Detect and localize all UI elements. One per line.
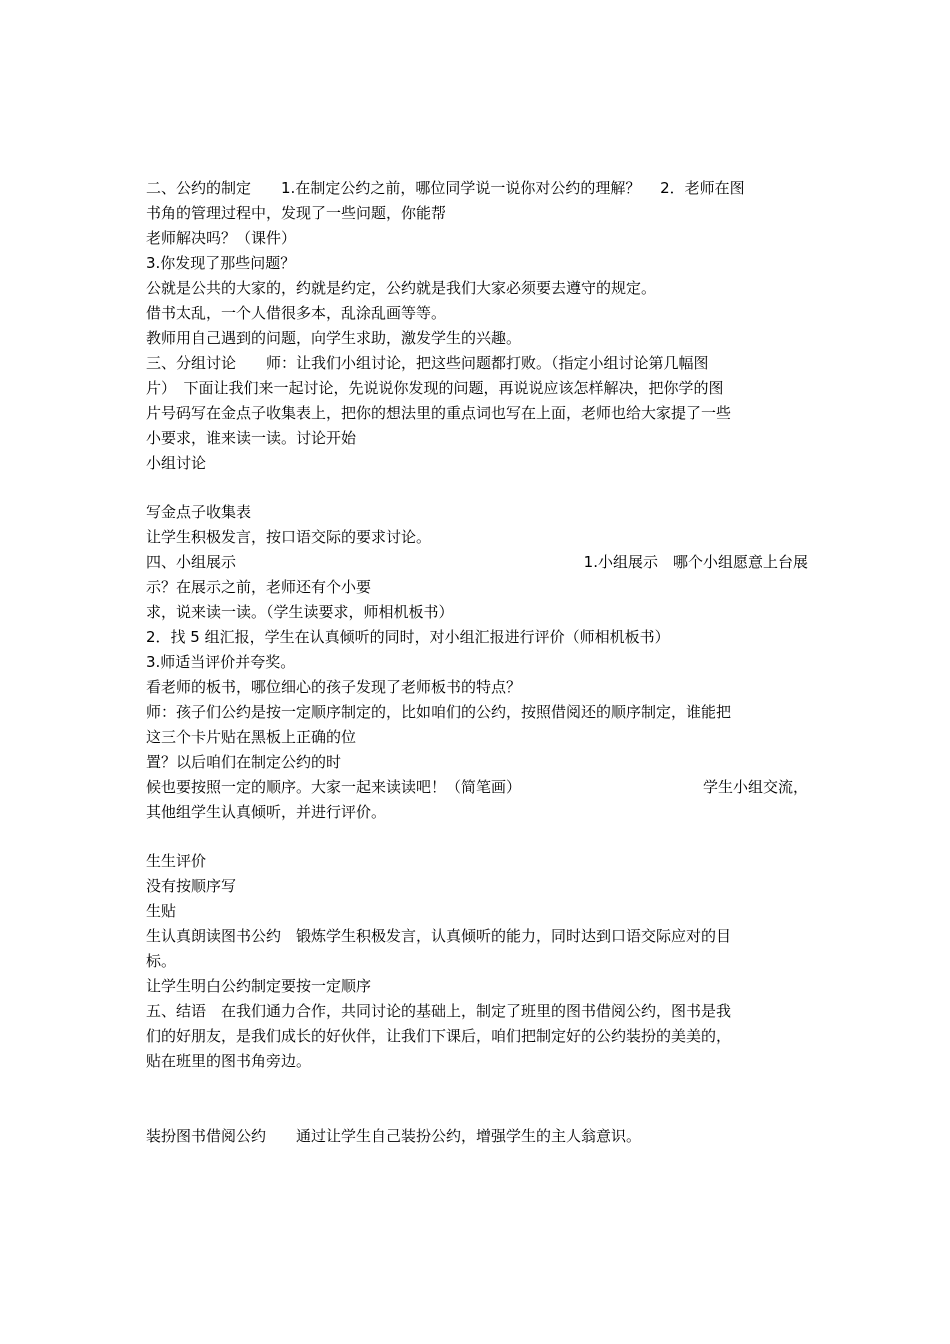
text-segment: 1.小组展示 哪个小组愿意上台展 [583, 553, 808, 571]
text-line: 片） 下面让我们来一起讨论，先说说你发现的问题，再说说应该怎样解决，把你学的图 [146, 379, 724, 397]
text-line: 借书太乱，一个人借很多本，乱涂乱画等等。 [146, 304, 447, 322]
text-line: 小组讨论 [146, 454, 207, 472]
text-line: 生生评价 [146, 852, 207, 870]
text-line: 小要求，谁来读一读。讨论开始 [146, 429, 357, 447]
text-line [146, 550, 808, 574]
text-line: 示？在展示之前，老师还有个小要 [146, 578, 372, 596]
text-line: 没有按顺序写 [146, 877, 237, 895]
text-line: 2．找 5 组汇报，学生在认真倾听的同时，对小组汇报进行评价（师相机板书） [146, 628, 670, 646]
text-line [146, 775, 808, 799]
text-line: 3.你发现了那些问题？ [146, 254, 296, 272]
text-line: 片号码写在金点子收集表上，把你的想法里的重点词也写在上面，老师也给大家提了一些 [146, 404, 732, 422]
section-heading: 四、小组展示 [146, 553, 237, 571]
text-line: 师：孩子们公约是按一定顺序制定的，比如咱们的公约，按照借阅还的顺序制定，谁能把 [146, 703, 732, 721]
text-line: 看老师的板书，哪位细心的孩子发现了老师板书的特点？ [146, 678, 522, 696]
text-line: 置？以后咱们在制定公约的时 [146, 753, 342, 771]
text-line: 老师解决吗？（课件） [146, 229, 297, 247]
text-line: 生贴 [146, 902, 177, 920]
text-line: 标。 [146, 952, 177, 970]
text-segment: 学生小组交流， [702, 778, 808, 796]
text-line: 教师用自己遇到的问题，向学生求助，激发学生的兴趣。 [146, 329, 522, 347]
text-line: 书角的管理过程中，发现了一些问题，你能帮 [146, 204, 447, 222]
text-line: 五、结语 在我们通力合作，共同讨论的基础上，制定了班里的图书借阅公约，图书是我 [146, 1002, 732, 1020]
text-line: 写金点子收集表 [146, 503, 252, 521]
text-line: 让学生明白公约制定要按一定顺序 [146, 977, 372, 995]
text-line: 装扮图书借阅公约 通过让学生自己装扮公约，增强学生的主人翁意识。 [146, 1127, 642, 1145]
text-line: 们的好朋友，是我们成长的好伙伴，让我们下课后，咱们把制定好的公约装扮的美美的， [146, 1027, 732, 1045]
text-line: 这三个卡片贴在黑板上正确的位 [146, 728, 357, 746]
text-line: 生认真朗读图书公约 锻炼学生积极发言，认真倾听的能力，同时达到口语交际应对的目 [146, 927, 732, 945]
text-line: 求，说来读一读。（学生读要求，师相机板书） [146, 603, 454, 621]
text-line: 二、公约的制定 1.在制定公约之前，哪位同学说一说你对公约的理解？ 2．老师在图 [146, 179, 745, 197]
text-line: 让学生积极发言，按口语交际的要求讨论。 [146, 528, 432, 546]
text-segment: 候也要按照一定的顺序。大家一起来读读吧！（简笔画） [146, 778, 522, 796]
text-line: 公就是公共的大家的，约就是约定，公约就是我们大家必须要去遵守的规定。 [146, 279, 657, 297]
text-line: 贴在班里的图书角旁边。 [146, 1052, 312, 1070]
text-line: 三、分组讨论 师：让我们小组讨论，把这些问题都打败。（指定小组讨论第几幅图 [146, 354, 709, 372]
text-line: 其他组学生认真倾听，并进行评价。 [146, 803, 387, 821]
text-line: 3.师适当评价并夸奖。 [146, 653, 296, 671]
